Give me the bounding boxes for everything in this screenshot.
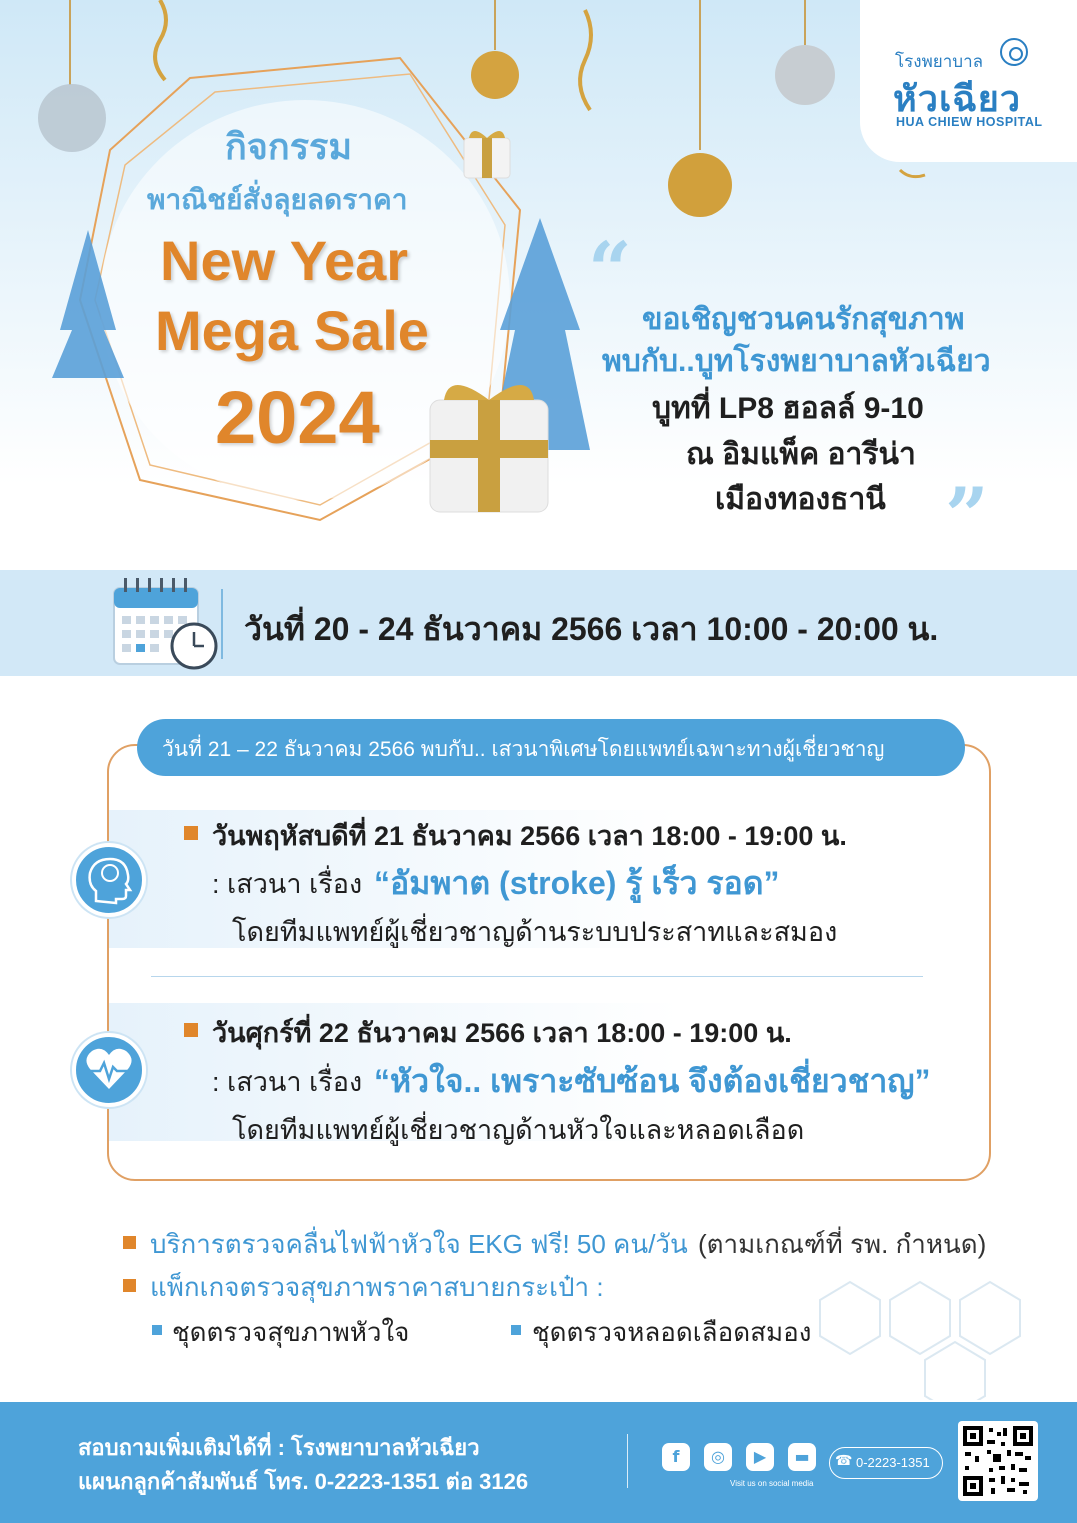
instagram-icon[interactable]: ◎	[704, 1443, 732, 1471]
session-separator	[151, 976, 923, 977]
package-service-text: แพ็กเกจตรวจสุขภาพราคาสบายกระเป๋า :	[150, 1272, 604, 1302]
package-item-brain: ชุดตรวจหลอดเลือดสมอง	[532, 1317, 812, 1347]
gold-ornament-top	[471, 51, 519, 99]
seminar-header-text: วันที่ 21 – 22 ธันวาคม 2566 พบกับ.. เสวนาพิเศษโดยแพทย์เฉพาะทางผู้เชี่ยวชาญ	[162, 738, 885, 761]
quote-open-icon: “	[588, 225, 632, 314]
silver-ornament-left	[38, 84, 106, 152]
hero-title-line2: พาณิชย์สั่งลุยลดราคา	[147, 184, 408, 215]
hero-title-mega-sale: Mega Sale	[155, 299, 429, 362]
ekg-service-text: บริการตรวจคลื่นไฟฟ้าหัวใจ EKG ฟรี! 50 คน/วัน	[150, 1229, 688, 1259]
session-when: วันศุกร์ที่ 22 ธันวาคม 2566 เวลา 18:00 - 19:00 น.	[212, 1018, 792, 1048]
hero-title-line1: กิจกรรม	[225, 126, 353, 167]
hero-title-year: 2024	[215, 376, 380, 459]
calendar-clock-icon	[108, 576, 220, 672]
footer-contact-line1: สอบถามเพิ่มเติมได้ที่ : โรงพยาบาลหัวเฉียว	[78, 1435, 480, 1460]
silver-ornament-right	[775, 45, 835, 105]
invite-booth: บูทที่ LP8 ฮอลล์ 9-10	[652, 392, 924, 425]
session-prefix: : เสวนา เรื่อง	[212, 869, 363, 899]
qr-code[interactable]	[958, 1421, 1038, 1501]
logo-english-name: HUA CHIEW HOSPITAL	[896, 115, 1043, 129]
invite-venue: ณ อิมแพ็ค อารีน่า	[686, 438, 916, 471]
service-bullet	[123, 1236, 136, 1249]
session-topic: “อัมพาต (stroke) รู้ เร็ว รอด”	[374, 865, 780, 901]
ekg-service-note: (ตามเกณฑ์ที่ รพ. กำหนด)	[698, 1229, 987, 1259]
event-date-text: วันที่ 20 - 24 ธันวาคม 2566 เวลา 10:00 - 20:00 น.	[244, 611, 939, 647]
footer-contact-line2: แผนกลูกค้าสัมพันธ์ โทร. 0-2223-1351 ต่อ 3126	[78, 1469, 529, 1494]
youtube-icon[interactable]: ▶	[746, 1443, 774, 1471]
brain-icon	[72, 843, 146, 917]
invite-location: เมืองทองธานี	[715, 483, 886, 516]
logo-thai-name: หัวเฉียว	[893, 78, 1022, 119]
package-bullet	[152, 1325, 162, 1335]
line-icon[interactable]: ▬	[788, 1443, 816, 1471]
gold-ornament-middle	[668, 153, 732, 217]
heart-icon	[72, 1033, 146, 1107]
session-speaker: โดยทีมแพทย์ผู้เชี่ยวชาญด้านระบบประสาทและสมอง	[232, 917, 838, 947]
footer-divider	[627, 1434, 628, 1488]
package-item-heart: ชุดตรวจสุขภาพหัวใจ	[172, 1317, 410, 1347]
hospital-seal-icon	[1000, 38, 1028, 66]
logo-thai-small: โรงพยาบาล	[895, 52, 984, 71]
package-bullet	[511, 1325, 521, 1335]
phone-icon: ☎	[835, 1453, 853, 1469]
gift-box-large	[430, 385, 548, 512]
social-caption: Visit us on social media	[730, 1479, 814, 1488]
hero-title-new-year: New Year	[160, 229, 409, 292]
session-when: วันพฤหัสบดีที่ 21 ธันวาคม 2566 เวลา 18:00 - 19:00 น.	[212, 821, 847, 851]
gift-box-small	[464, 131, 510, 178]
session-topic: “หัวใจ.. เพราะซับซ้อน จึงต้องเชี่ยวชาญ”	[374, 1063, 931, 1099]
session-prefix: : เสวนา เรื่อง	[212, 1067, 363, 1097]
date-divider	[221, 589, 223, 659]
phone-number: 0-2223-1351	[856, 1455, 930, 1470]
session-bullet	[184, 826, 198, 840]
invite-line1: ขอเชิญชวนคนรักสุขภาพ	[642, 303, 965, 336]
quote-close-icon: ”	[945, 471, 989, 560]
hero-banner	[0, 0, 1077, 570]
session-bullet	[184, 1023, 198, 1037]
invite-line2: พบกับ..บูทโรงพยาบาลหัวเฉียว	[602, 345, 991, 378]
service-bullet	[123, 1279, 136, 1292]
facebook-icon[interactable]: f	[662, 1443, 690, 1471]
session-speaker: โดยทีมแพทย์ผู้เชี่ยวชาญด้านหัวใจและหลอดเลือด	[232, 1115, 805, 1145]
